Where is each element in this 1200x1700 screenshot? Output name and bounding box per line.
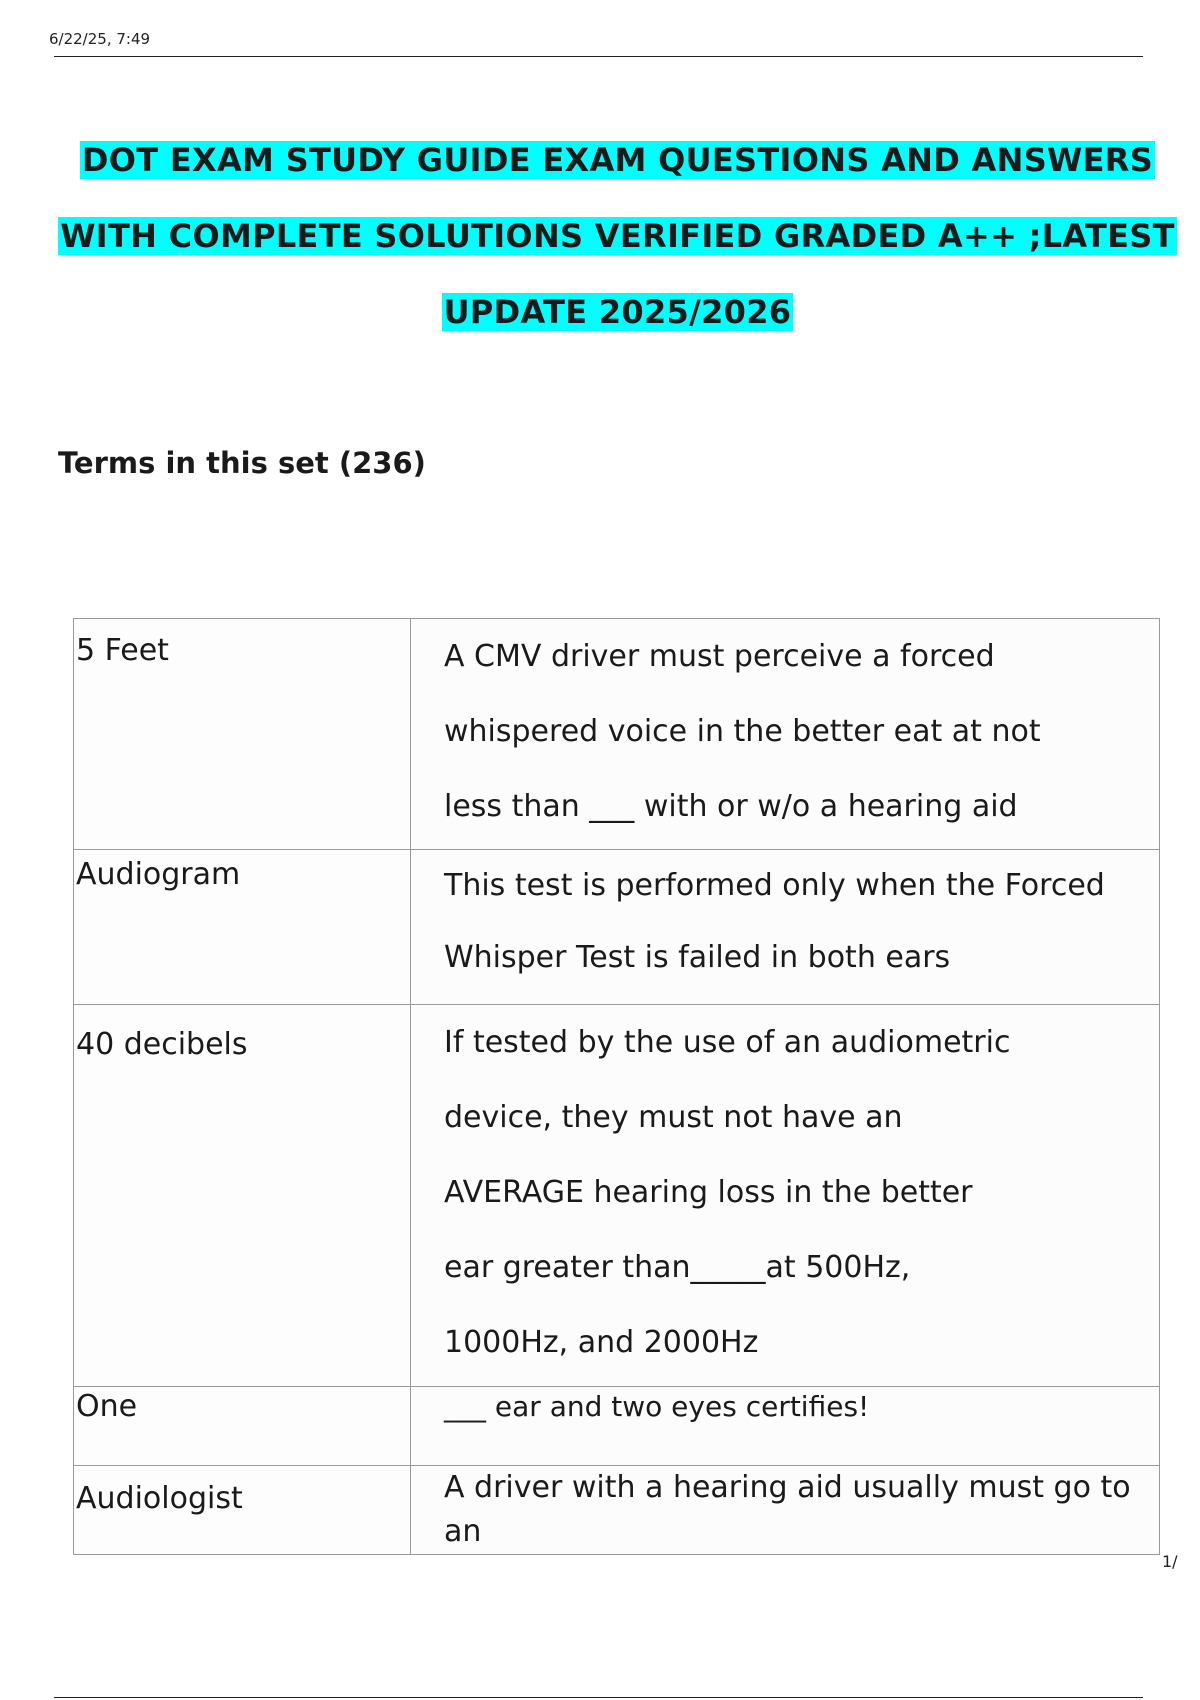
title-line-2 xyxy=(0,216,1200,292)
page-number: 1/ xyxy=(1162,1552,1178,1571)
term-cell: 5 Feet xyxy=(74,619,411,850)
document-title xyxy=(0,140,1200,368)
table-row xyxy=(74,619,1160,850)
definition-line: AVERAGE hearing loss in the better xyxy=(444,1175,973,1210)
definition-line: This test is performed only when the Forced xyxy=(444,868,1105,903)
term-cell: One xyxy=(74,1387,411,1466)
title-line-1 xyxy=(0,140,1200,216)
definition-cell xyxy=(411,1466,1160,1555)
header-divider xyxy=(54,56,1143,57)
definition-line: 1000Hz, and 2000Hz xyxy=(444,1325,759,1360)
table-row xyxy=(74,850,1160,1005)
print-timestamp: 6/22/25, 7:49 xyxy=(49,30,151,48)
title-line-3-text: UPDATE 2025/2026 xyxy=(443,293,792,331)
terms-heading: Terms in this set (236) xyxy=(58,446,426,480)
definition-line: A driver with a hearing aid usually must go to an xyxy=(444,1470,1131,1549)
definition-line: A CMV driver must perceive a forced xyxy=(444,639,995,674)
terms-table xyxy=(73,618,1160,1555)
title-line-3 xyxy=(0,292,1200,368)
definition-cell xyxy=(411,850,1160,1005)
table-row xyxy=(74,1387,1160,1466)
table-row xyxy=(74,1466,1160,1555)
term-cell: 40 decibels xyxy=(74,1005,411,1387)
definition-line: ___ ear and two eyes certifies! xyxy=(444,1390,870,1423)
definition-cell xyxy=(411,1005,1160,1387)
term-cell: Audiologist xyxy=(74,1466,411,1555)
definition-cell xyxy=(411,619,1160,850)
definition-line: Whisper Test is failed in both ears xyxy=(444,940,951,975)
term-cell: Audiogram xyxy=(74,850,411,1005)
definition-line: less than ___ with or w/o a hearing aid xyxy=(444,789,1018,824)
footer-divider xyxy=(54,1697,1143,1698)
title-line-1-text: DOT EXAM STUDY GUIDE EXAM QUESTIONS AND ANSWERS xyxy=(81,141,1154,179)
table-row xyxy=(74,1005,1160,1387)
definition-cell xyxy=(411,1387,1160,1466)
definition-line: device, they must not have an xyxy=(444,1100,903,1135)
definition-line: ear greater than_____at 500Hz, xyxy=(444,1250,911,1285)
definition-line: whispered voice in the better eat at not xyxy=(444,714,1041,749)
definition-line: If tested by the use of an audiometric xyxy=(444,1025,1011,1060)
title-line-2-text: WITH COMPLETE SOLUTIONS VERIFIED GRADED A++ ;LATEST xyxy=(60,217,1175,255)
